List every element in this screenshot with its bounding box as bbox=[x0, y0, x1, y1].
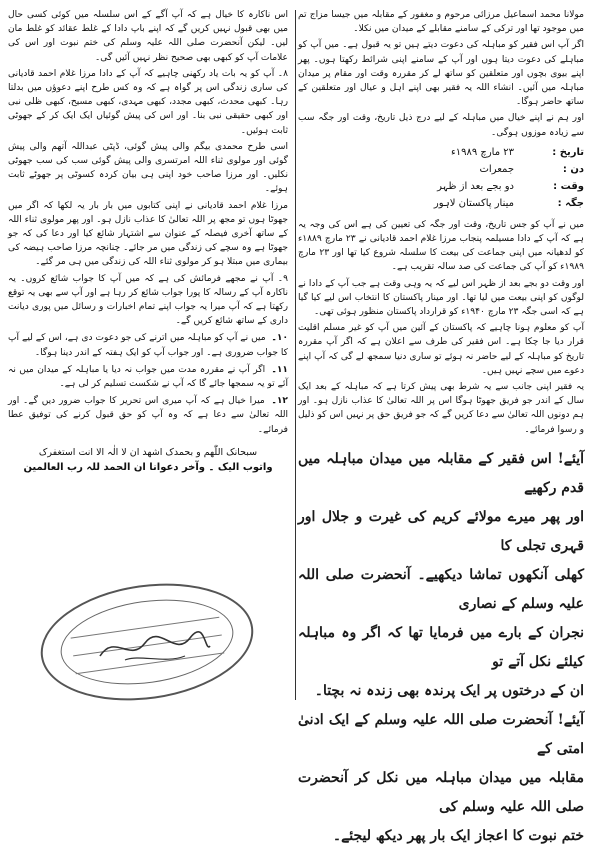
numbered-item bbox=[8, 363, 288, 391]
schedule-key: جگہ : bbox=[557, 197, 584, 209]
body-paragraph: مرزا غلام احمد قادیانی نے اپنی کتابوں میں بار بار یہ لکھا کہ اگر میں جھوٹا ہوں تو مجھ پر اللہ تعالیٰ کا عذاب نازل ہو۔ اور پھر مولوی ثناء اللہ کے ساتھ آخری فیصلہ کے عنوان سے اشتہار شائع کیا اور دعا کی کہ جو جھوٹا ہے وہ سچے کی زندگی میں مر جائے۔ چنانچہ مرزا صاحب ہیضہ کی بیماری میں مبتلا ہو کر مولوی ثناء اللہ کی زندگی میں ہی مر گئے۔ bbox=[8, 200, 288, 268]
body-paragraph: آپ کو معلوم ہونا چاہیے کہ پاکستان کے آئین میں آپ کو غیر مسلم اقلیت قرار دیا جا چکا ہے۔ اس فقیر کی طرف سے اعلان ہے کہ اگر آپ مقررہ تاریخ کو مباہلہ کے لیے حاضر نہ ہوئے تو ساری دنیا سمجھ لے گی کہ آپ اپنے دعوے میں سچے نہیں ہیں۔ bbox=[298, 323, 584, 376]
body-paragraph: اسی طرح محمدی بیگم والی پیش گوئی، ڈپٹی عبداللہ آتھم والی پیش گوئی اور مولوی ثناء اللہ امرتسری والی پیش گوئی سب کی سب جھوٹی نکلیں۔ اور مرزا صاحب خود اپنی ہی بیان کردہ کسوٹی پر جھوٹے ثابت ہوئے۔ bbox=[8, 141, 288, 195]
column-divider bbox=[295, 10, 296, 700]
handwritten-line: مقابلہ میں میدان مباہلہ میں نکل کر آنحضرت صلی اللہ علیہ وسلم کی bbox=[298, 769, 584, 815]
schedule-key: دن : bbox=[562, 163, 584, 175]
schedule-row bbox=[298, 178, 584, 195]
schedule-key: وقت : bbox=[553, 180, 584, 192]
schedule-row bbox=[298, 144, 584, 161]
intro-paragraph: مولانا محمد اسماعیل مرزائی مرحوم و مغفور کے مقابلہ میں جیسا مزاج تم میں موجود تھا اور ترکی کے سامنے مقابلے کے میدان میں نکلا۔ bbox=[298, 10, 584, 35]
schedule-row bbox=[298, 161, 584, 178]
handwritten-line: ختم نبوت کا اعجاز ایک بار پھر دیکھ لیجئے۔ bbox=[332, 827, 584, 844]
item-text: میں نے آپ کو مباہلہ میں اترنے کی جو دعوت دی ہے، اس کے لیے آپ کا جواب ضروری ہے۔ اور جواب آپ کو ایک ہفتہ کے اندر دینا ہوگا۔ bbox=[8, 333, 288, 358]
body-paragraph: ۸۔ آپ کو یہ بات یاد رکھنی چاہیے کہ آپ کے دادا مرزا غلام احمد قادیانی کی ساری زندگی اس پر گواہ ہے کہ وہ کس طرح اپنے دعوؤں میں بدلتا رہا۔ کبھی محدث، کبھی مجدد، کبھی مہدی، کبھی مسیح، کبھی ظلی نبی اور کبھی حقیقی نبی بنا۔ اور اس کی پیش گوئیاں ایک ایک کر کے جھوٹی ثابت ہوئیں۔ bbox=[8, 68, 288, 136]
schedule-value: دو بجے بعد از ظہر bbox=[437, 180, 514, 192]
intro-paragraph: اگر آپ اس فقیر کو مباہلہ کی دعوت دیتے ہیں تو یہ قبول ہے۔ میں آپ کو مباہلے کی دعوت دیتا ہوں اور آپ کے سامنے اپنی شرائط رکھتا ہوں۔ پھر اپنے بیوی بچوں اور متعلقین کو ساتھ لے کر مقررہ وقت اور مقام پر میدان مباہلہ میں آئیں۔ انشاء اللہ یہ فقیر بھی اپنے اہل و عیال اور متعلقین کے ساتھ حاضر ہوگا۔ bbox=[298, 40, 584, 108]
numbered-item bbox=[8, 394, 288, 437]
schedule-value: مینار پاکستان لاہور bbox=[433, 197, 514, 209]
left-column bbox=[8, 8, 288, 475]
schedule-value: جمعرات bbox=[479, 163, 514, 175]
handwritten-line: ان کے درختوں پر ایک پرندہ بھی زندہ نہ بچتا۔ bbox=[314, 682, 584, 699]
item-text: اگر آپ نے مقررہ مدت میں جواب نہ دیا یا مباہلہ کے میدان میں نہ آئے تو یہ سمجھا جائے گا کہ آپ نے شکست تسلیم کر لی ہے۔ bbox=[8, 364, 288, 390]
item-text: میرا خیال ہے کہ آپ میری اس تحریر کا جواب ضرور دیں گے۔ اور اللہ تعالیٰ سے دعا ہے کہ وہ آپ کو حق قبول کرنے کی توفیق عطا فرمائے۔ bbox=[8, 396, 288, 435]
body-paragraph: یہ فقیر اپنی جانب سے یہ شرط بھی پیش کرتا ہے کہ مباہلہ کے بعد ایک سال کے اندر جو فریق جھوٹا ہوگا اس پر اللہ تعالیٰ کا عذاب نازل ہو۔ اور ہم دونوں اللہ تعالیٰ سے دعا کریں گے کہ جو فریق حق پر نہیں اس کو ذلیل و رسوا فرمائے۔ bbox=[298, 382, 584, 435]
schedule-value: ۲۳ مارچ ۱۹۸۹ء bbox=[451, 146, 514, 158]
item-number: ۱۲۔ bbox=[271, 396, 288, 407]
handwritten-line: آیئے! آنحضرت صلی اللہ علیہ وسلم کے ایک ادنیٰ امتی کے bbox=[298, 711, 584, 757]
handwritten-signature bbox=[95, 628, 215, 668]
item-number: ۱۱۔ bbox=[271, 364, 288, 375]
intro-paragraph: اور ہم نے اپنے خیال میں مباہلہ کے لیے درج ذیل تاریخ، وقت اور جگہ سب سے زیادہ موزوں ہوگی۔ bbox=[298, 113, 584, 138]
schedule-row bbox=[298, 195, 584, 212]
mubahala-schedule bbox=[298, 144, 584, 212]
handwritten-line: کھلی آنکھوں تماشا دیکھیے۔ آنحضرت صلی اللہ علیہ وسلم کے نصاری bbox=[298, 566, 584, 612]
handwritten-line: آیئے! اس فقیر کے مقابلہ میں میدان مباہلہ میں قدم رکھیے bbox=[298, 450, 584, 496]
numbered-item bbox=[8, 331, 288, 359]
schedule-key: تاریخ : bbox=[552, 146, 584, 158]
handwritten-challenge bbox=[298, 445, 584, 851]
handwritten-line: نجران کے بارے میں فرمایا تھا کہ اگر وہ مباہلہ کیلئے نکل آتے تو bbox=[298, 624, 584, 670]
item-number: ۱۰۔ bbox=[271, 333, 288, 344]
body-paragraph: ۹۔ آپ نے مجھے فرمائش کی ہے کہ میں آپ کا جواب شائع کروں۔ یہ ناکارہ آپ کے رسالہ کا پورا جواب شائع کر رہا ہے اور آپ سے بھی یہ توقع رکھتا ہے کہ آپ میرا یہ جواب اپنے تمام اخبارات و رسائل میں پوری دیانت داری کے ساتھ شائع کریں گے۔ bbox=[8, 273, 288, 327]
handwritten-line: اور پھر میرے مولائے کریم کی غیرت و جلال اور قہری تجلی کا bbox=[298, 508, 584, 554]
closing-prayer-line: سبحانک اللّٰھم و بحمدک اشھد ان لا الٰہ الا انت استغفرک bbox=[38, 446, 258, 458]
body-paragraph: اور وقت دو بجے بعد از ظہر اس لیے کہ یہ وہی وقت ہے جب آپ کے دادا نے لوگوں کو اپنی بیعت میں لیا تھا۔ اور مینار پاکستان کا انتخاب اس لیے کیا گیا ہے کہ اسی جگہ ۲۳ مارچ ۱۹۴۰ء کو قرارداد پاکستان منظور ہوئی تھی۔ bbox=[298, 278, 584, 318]
closing-prayer-line: واتوب الیک ۔ وآخر دعوانا ان الحمد للہ رب العالمین bbox=[23, 461, 273, 473]
body-paragraph: میں نے آپ کو جس تاریخ، وقت اور جگہ کی تعیین کی ہے اس کی وجہ یہ ہے کہ آپ کے دادا مسیلمہ پنجاب مرزا غلام احمد قادیانی نے ۲۳ مارچ ۱۸۸۹ء کو لدھیانہ میں اپنی جماعت کی بیعت کا سلسلہ شروع کیا تھا اور ۲۳ مارچ ۱۹۸۹ء کو آپ کی جماعت کی صد سالہ تقریب ہے۔ bbox=[298, 219, 585, 273]
right-column bbox=[298, 8, 584, 851]
body-paragraph: اس ناکارہ کا خیال ہے کہ آپ آگے کے اس سلسلہ میں کوئی کسی حال میں بھی قبول نہیں کریں گے کہ اپنے باپ دادا کے غلط عقائد کو غلط مان لیں۔ لیکن آنحضرت صلی اللہ علیہ وسلم کی ختم نبوت اور اس کی علامات آپ کو کبھی بھی صحیح نظر نہیں آئیں گی۔ bbox=[8, 10, 288, 63]
